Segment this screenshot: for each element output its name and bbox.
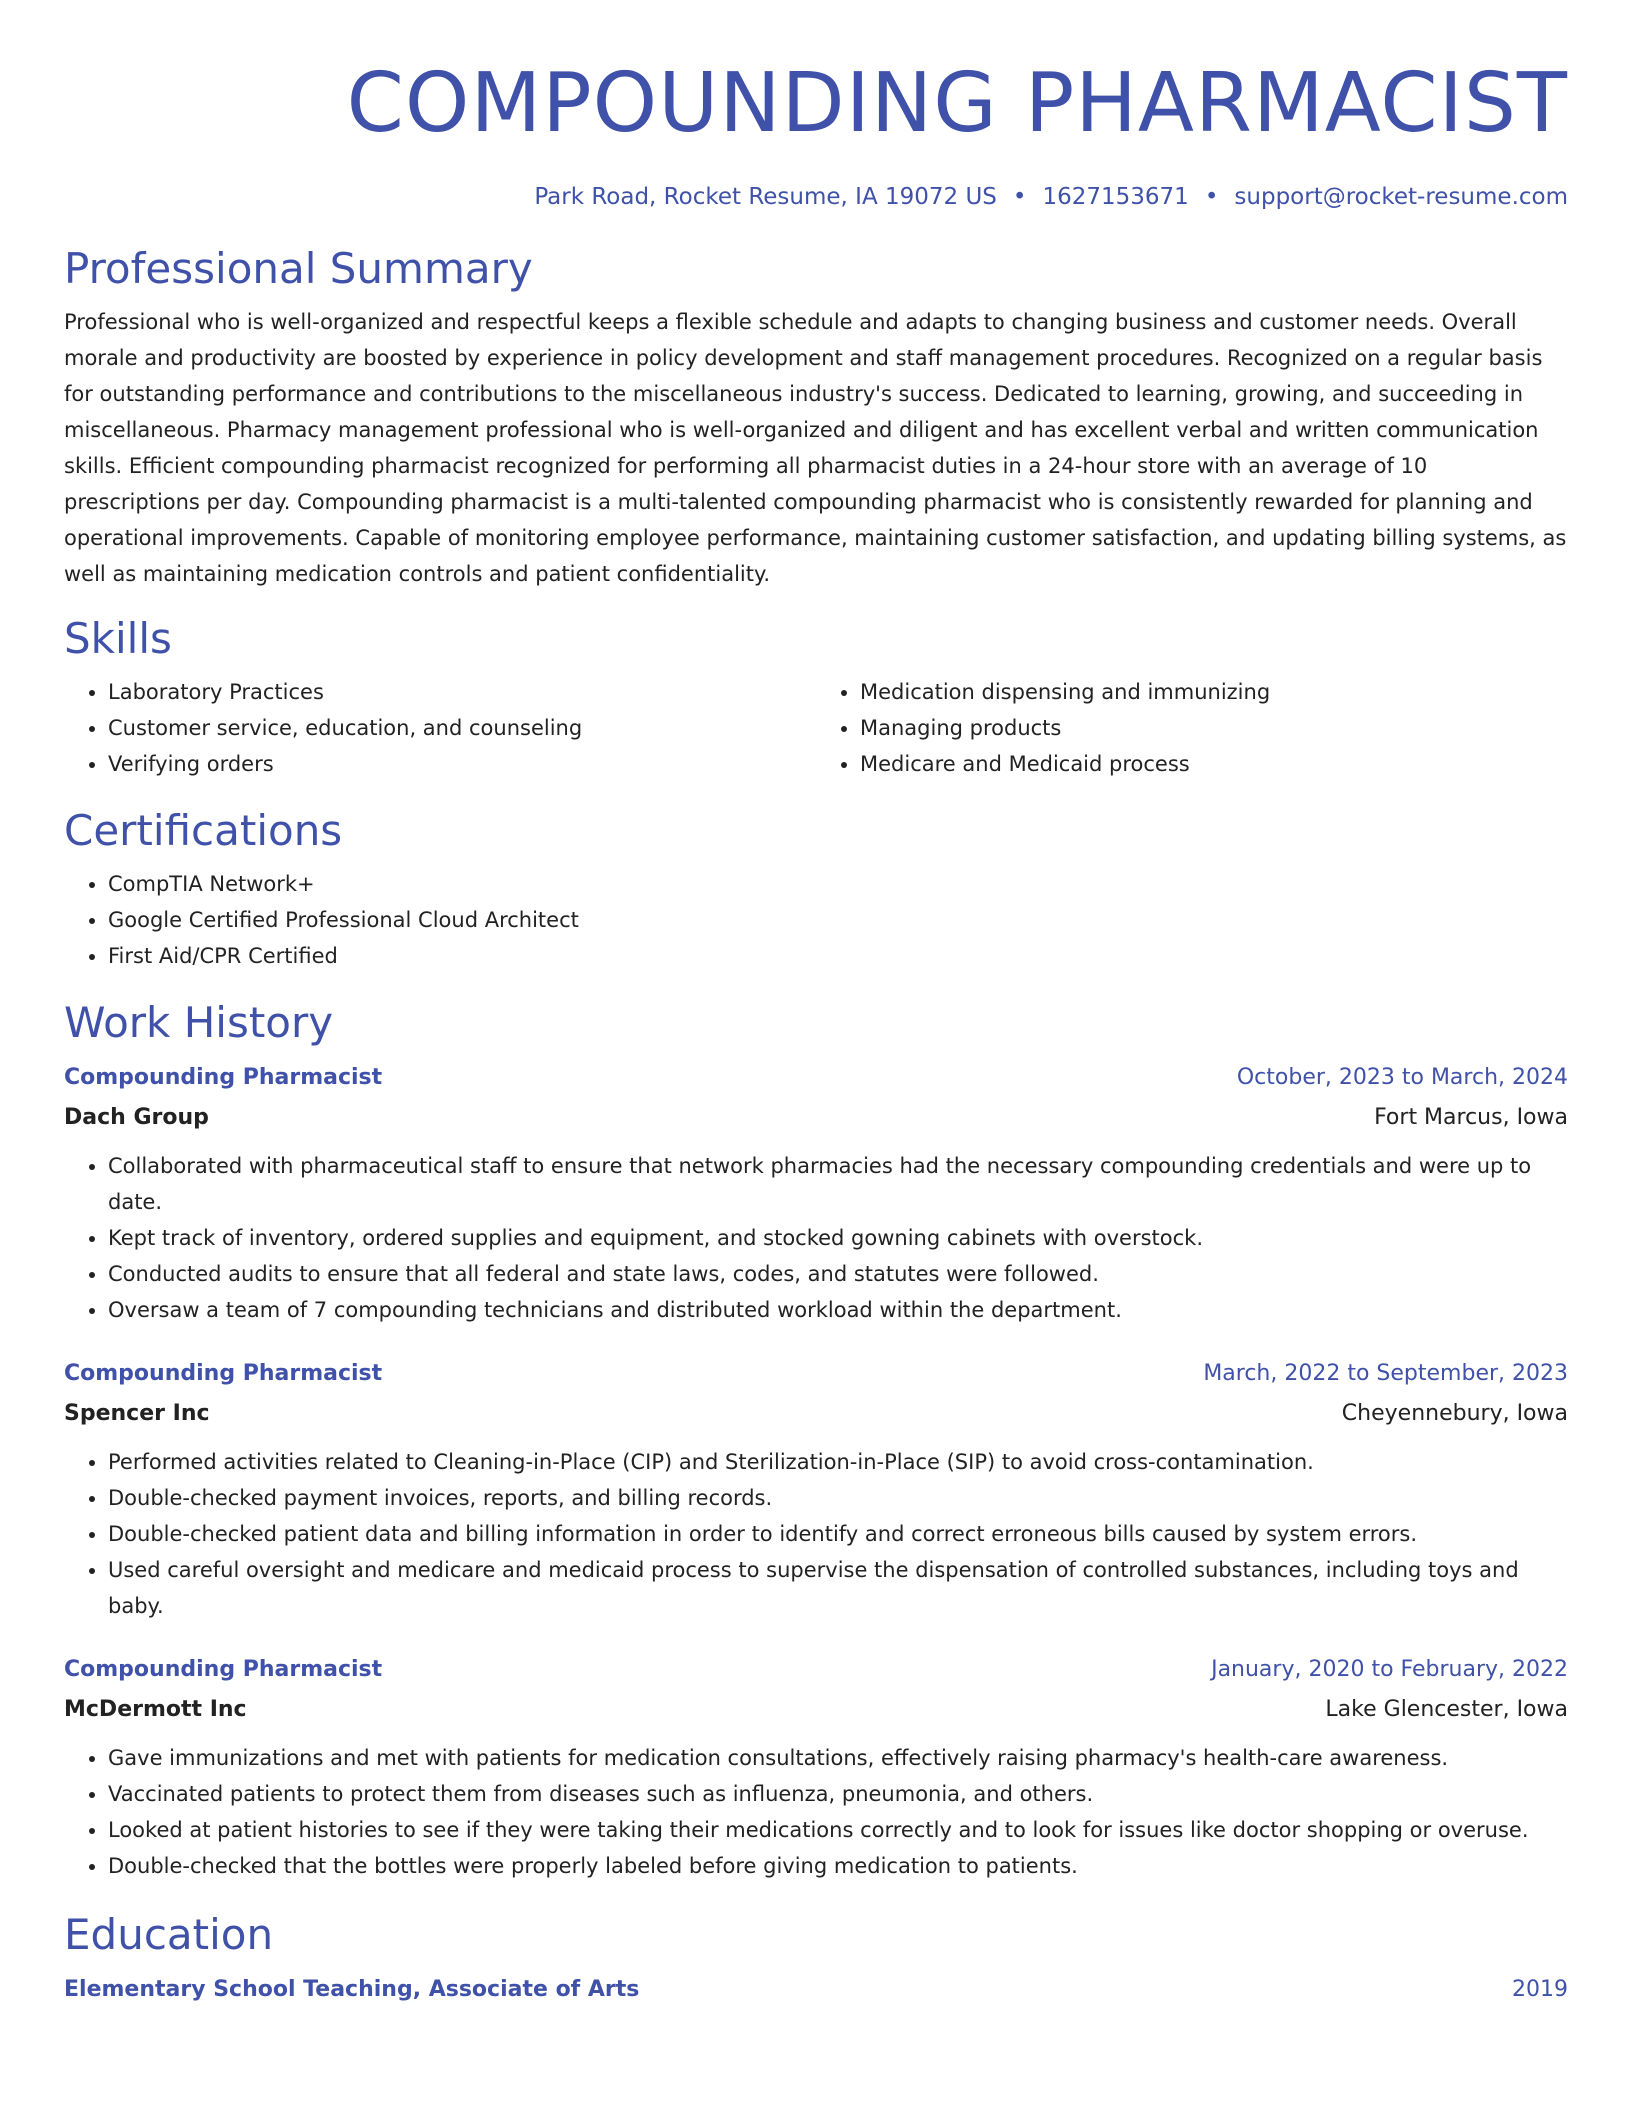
skill-item: • Medicare and Medicaid process (860, 746, 1568, 782)
education-degree: Elementary School Teaching, Associate of Arts (64, 1977, 640, 2002)
job-company: McDermott Inc (64, 1697, 247, 1722)
job-bullet: • Vaccinated patients to protect them from diseases such as influenza, pneumonia, and others. (108, 1776, 1568, 1812)
skills-column-left (64, 674, 816, 782)
job-title: Compounding Pharmacist (64, 1361, 383, 1386)
job-title: Compounding Pharmacist (64, 1065, 383, 1090)
job-title: Compounding Pharmacist (64, 1657, 383, 1682)
skills-heading: Skills (64, 614, 172, 663)
job-bullet: • Collaborated with pharmaceutical staff to ensure that network pharmacies had the necessary compounding credentials and were up to date. (108, 1148, 1568, 1220)
job-company: Spencer Inc (64, 1401, 210, 1426)
certifications-list (64, 866, 1568, 974)
skill-item: • Managing products (860, 710, 1568, 746)
job-header (64, 1650, 1568, 1690)
job-bullet: • Used careful oversight and medicare and medicaid process to supervise the dispensation of controlled substances, including toys and baby. (108, 1552, 1568, 1624)
job-dates: October, 2023 to March, 2024 (1236, 1065, 1568, 1090)
contact-phone: 1627153671 (1042, 184, 1189, 210)
skills-column-right (816, 674, 1568, 782)
job-bullets (64, 1740, 1568, 1884)
job-bullets (64, 1148, 1568, 1328)
job-bullet: • Gave immunizations and met with patients for medication consultations, effectively raising pharmacy's health-care awareness. (108, 1740, 1568, 1776)
job-header (64, 1058, 1568, 1098)
contact-line (64, 182, 1568, 212)
summary-heading: Professional Summary (64, 244, 533, 293)
job-bullet: • Double-checked patient data and billing information in order to identify and correct erroneous bills caused by system errors. (108, 1516, 1568, 1552)
skills-list (64, 674, 1568, 782)
job-dates: March, 2022 to September, 2023 (1203, 1361, 1568, 1386)
job-bullet: • Conducted audits to ensure that all federal and state laws, codes, and statutes were followed. (108, 1256, 1568, 1292)
job-bullet: • Oversaw a team of 7 compounding technicians and distributed workload within the department. (108, 1292, 1568, 1328)
job-location: Fort Marcus, Iowa (1374, 1105, 1568, 1130)
job-bullet: • Performed activities related to Cleaning-in-Place (CIP) and Sterilization-in-Place (SIP) to avoid cross-contamination. (108, 1444, 1568, 1480)
job-subheader (64, 1098, 1568, 1138)
job-header (64, 1354, 1568, 1394)
contact-address: Park Road, Rocket Resume, IA 19072 US (534, 184, 997, 210)
contact-separator: • (1204, 184, 1219, 210)
certification-item: • First Aid/CPR Certified (108, 938, 1568, 974)
job-location: Cheyennebury, Iowa (1341, 1401, 1568, 1426)
job-company: Dach Group (64, 1105, 209, 1130)
education-heading: Education (64, 1910, 274, 1959)
job-bullet: • Double-checked payment invoices, reports, and billing records. (108, 1480, 1568, 1516)
contact-email[interactable]: support@rocket-resume.com (1234, 184, 1568, 210)
job-subheader (64, 1690, 1568, 1730)
job-bullet: • Looked at patient histories to see if they were taking their medications correctly and to look for issues like doctor shopping or overuse. (108, 1812, 1568, 1848)
skill-item: • Medication dispensing and immunizing (860, 674, 1568, 710)
job-entry (64, 1058, 1568, 1328)
contact-separator: • (1012, 184, 1027, 210)
work-history-heading: Work History (64, 998, 334, 1047)
job-entry (64, 1354, 1568, 1624)
job-bullet: • Kept track of inventory, ordered supplies and equipment, and stocked gowning cabinets with overstock. (108, 1220, 1568, 1256)
skill-item: • Verifying orders (108, 746, 816, 782)
job-bullets (64, 1444, 1568, 1624)
job-bullet: • Double-checked that the bottles were properly labeled before giving medication to patients. (108, 1848, 1568, 1884)
job-location: Lake Glencester, Iowa (1325, 1697, 1568, 1722)
certification-item: • CompTIA Network+ (108, 866, 1568, 902)
resume-title: COMPOUNDING PHARMACIST (346, 56, 1568, 151)
job-entry (64, 1650, 1568, 1884)
education-year: 2019 (1512, 1977, 1568, 2002)
skill-item: • Customer service, education, and counseling (108, 710, 816, 746)
skill-item: • Laboratory Practices (108, 674, 816, 710)
summary-text: Professional who is well-organized and respectful keeps a flexible schedule and adapts to changing business and customer needs. Overall morale and productivity are boosted by experience in policy development and staff management procedures. Recognized on a regular basis for outstanding performance and contributions to the miscellaneous industry's success. Dedicated to learning, growing, and succeeding in miscellaneous. Pharmacy management professional who is well-organized and diligent and has excellent verbal and written communication skills. Efficient compounding pharmacist recognized for performing all pharmacist duties in a 24-hour store with an average of 10 prescriptions per day. Compounding pharmacist is a multi-talented compounding pharmacist who is consistently rewarded for planning and operational improvements. Capable of monitoring employee performance, maintaining customer satisfaction, and updating billing systems, as well as maintaining medication controls and patient confidentiality. (64, 310, 1567, 586)
education-entry (64, 1970, 1568, 2010)
job-subheader (64, 1394, 1568, 1434)
certification-item: • Google Certified Professional Cloud Architect (108, 902, 1568, 938)
job-dates: January, 2020 to February, 2022 (1211, 1657, 1568, 1682)
certifications-heading: Certifications (64, 806, 343, 855)
